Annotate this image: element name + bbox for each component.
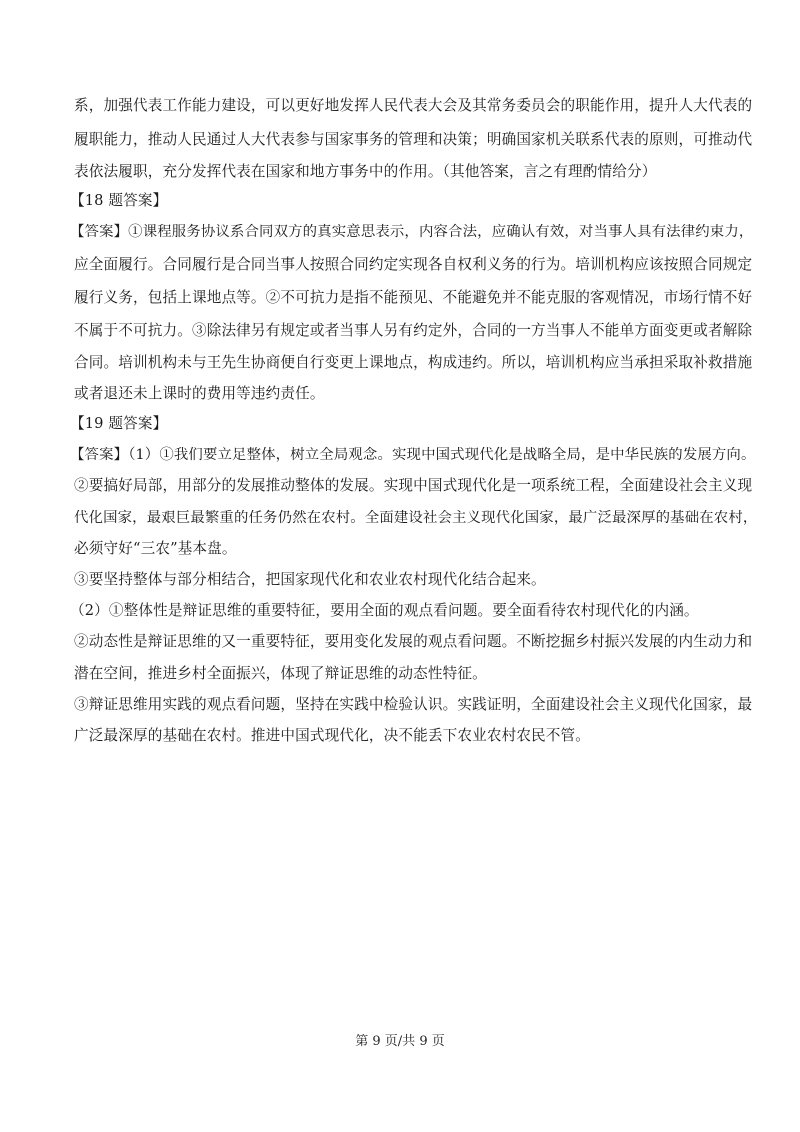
answer-line: 广泛最深厚的基础在农村。推进中国式现代化，决不能丢下农业农村农民不管。 — [74, 727, 591, 744]
answer-line: 应全面履行。合同履行是合同当事人按照合同约定实现各自权利义务的行为。培训机构应该按照合同规定 — [74, 256, 753, 273]
answer-line: 代化国家，最艰巨最繁重的任务仍然在农村。全面建设社会主义现代化国家，最广泛最深厚的基础在农村， — [74, 510, 758, 526]
answer-line: ②要搞好局部，用部分的发展推动整体的发展。实现中国式现代化是一项系统工程，全面建设社会主义现 — [74, 477, 753, 494]
paragraph-line: 履职能力，推动人民通过人大代表参与国家事务的管理和决策；明确国家机关联系代表的原则，可推动代 — [74, 131, 753, 148]
answer-line: 【答案】（1）①我们要立足整体，树立全局观念。实现中国式现代化是战略全局，是中华民族的发展方向。 — [70, 447, 756, 463]
answer-line: 或者退还未上课时的费用等违约责任。 — [74, 385, 325, 402]
answer-line: 必须守好“三农”基本盘。 — [74, 540, 237, 557]
answer-line: 潜在空间，推进乡村全面振兴，体现了辩证思维的动态性特征。 — [74, 665, 487, 682]
heading-q18: 【18 题答案】 — [70, 192, 168, 209]
answer-line: 不属于不可抗力。③除法律另有规定或者当事人另有约定外，合同的一方当事人不能单方面变更或者解除 — [74, 322, 753, 339]
answer-line: 履行义务，包括上课地点等。②不可抗力是指不能预见、不能避免并不能克服的客观情况，市场行情不好 — [74, 289, 753, 306]
paragraph-line: 表依法履职，充分发挥代表在国家和地方事务中的作用。（其他答案，言之有理酌情给分） — [74, 163, 657, 180]
heading-q19: 【19 题答案】 — [70, 415, 168, 432]
answer-line: 【答案】①课程服务协议系合同双方的真实意思表示，内容合法，应确认有效，对当事人具有法律约束力， — [70, 224, 754, 240]
answer-line: 合同。培训机构未与王先生协商便自行变更上课地点，构成违约。所以，培训机构应当承担采取补救措施 — [74, 354, 753, 371]
answer-line: ③要坚持整体与部分相结合，把国家现代化和农业农村现代化结合起来。 — [74, 571, 546, 588]
paragraph-line: 系，加强代表工作能力建设，可以更好地发挥人民代表大会及其常务委员会的职能作用，提升人大代表的 — [74, 97, 753, 114]
page-footer: 第 9 页/共 9 页 — [355, 1034, 445, 1049]
answer-line: （2）①整体性是辩证思维的重要特征，要用全面的观点看问题。要全面看待农村现代化的内涵。 — [70, 602, 699, 619]
answer-line: ③辩证思维用实践的观点看问题，坚持在实践中检验认识。实践证明，全面建设社会主义现代化国家，最 — [74, 696, 753, 713]
answer-line: ②动态性是辩证思维的又一重要特征，要用变化发展的观点看问题。不断挖掘乡村振兴发展的内生动力和 — [74, 633, 753, 650]
